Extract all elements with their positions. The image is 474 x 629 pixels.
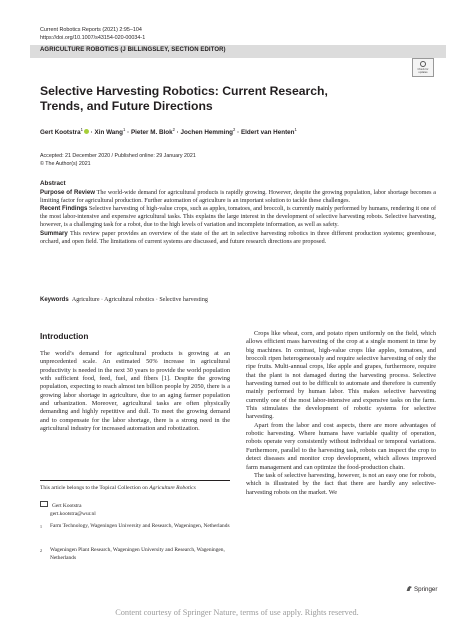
body-paragraph: Apart from the labor and cost aspects, there are more advantages of robotic harvesting. Where humans have variable quality of operation, robots operate very consistently without individual or temporal variations. Furthermore, parallel to the harvesting task, robots can inspect the crop to detect diseases and monitor crop development, which allows improved farm management and can optimize the food-production chain.: [246, 421, 436, 471]
affiliation: [40, 523, 230, 531]
findings-label: Recent Findings: [40, 205, 88, 213]
findings-text: Selective harvesting of high-value crops, such as apples, tomatoes, and broccoli, is currently mainly performed by humans, rendering it one of the most labor-intensive and expensive agricultural tasks. This explains the large interest in the development of selective harvesting robots. Selective harvesting, however, is a challenging task for a robot, due to the high levels of variation and incomplete information, as well as safety.: [40, 206, 436, 228]
badge-label-2: updates: [418, 71, 428, 74]
summary-label: Summary: [40, 229, 68, 237]
springer-horse-icon: [406, 586, 412, 591]
section-label: AGRICULTURE ROBOTICS (J BILLINGSLEY, SECTION EDITOR): [40, 47, 226, 53]
doi-link[interactable]: https://doi.org/10.1007/s43154-020-00034-1: [40, 35, 146, 41]
author-name[interactable]: Xin Wang: [94, 129, 123, 137]
copyright: © The Author(s) 2021: [40, 160, 91, 167]
accepted-published: Accepted: 21 December 2020 / Published online: 29 January 2021: [40, 153, 196, 159]
introduction-heading: Introduction: [40, 331, 89, 341]
author-affil: 2: [233, 127, 236, 132]
journal-citation: Current Robotics Reports (2021) 2:95–104: [40, 27, 142, 33]
right-column: [246, 330, 436, 497]
article-title: Selective Harvesting Robotics: Current Research, Trends, and Future Directions: [40, 84, 328, 113]
author-name[interactable]: Jochen Hemming: [180, 129, 234, 137]
affiliation-text: Wageningen Plant Research, Wageningen University and Research, Wageningen, Netherlands: [50, 547, 225, 561]
author-affil: 1: [294, 127, 297, 132]
body-paragraph: Crops like wheat, corn, and potato ripen uniformly on the field, which allows efficient mass harvesting of the crop at a single moment in time by big machines. In contrast, high-value crops like apples, tomatoes, and broccoli ripen heterogeneously and require selective harvesting of only the ripe fruits. Multi-annual crops, like apple and grapes, furthermore, require that the plant is not damaged during the harvesting process. Selective harvesting turned out to be difficult to automate and therefore is currently mainly performed by human labor. This makes selective harvesting currently one of the most labor-intensive and expensive tasks on the farm. This stimulates the development of robotic systems for selective harvesting.: [246, 330, 436, 421]
author-name[interactable]: Gert Kootstra: [40, 129, 81, 137]
topical-collection-note: [40, 485, 196, 491]
abstract: [40, 180, 436, 246]
topical-collection: Agriculture Robotics: [149, 485, 196, 491]
keywords: [40, 297, 208, 303]
affiliation-text: Farm Technology, Wageningen University and Research, Wageningen, Netherlands: [50, 523, 230, 529]
author-affil: 1: [123, 127, 126, 132]
author-affil: 1: [80, 127, 83, 132]
author-list: Gert Kootstra$^1$ · Xin Wang$^1$ · Pieter M. Blok$^2$ · Jochen Hemming$^2$ · Eldert van Henten$^1$: [40, 127, 297, 137]
badge-label-1: Check for: [417, 68, 429, 71]
summary-text: This review paper provides an overview of the state of the art in selective harvesting robotics in three different production systems; greenhouse, orchard, and open field. The limitations of current systems are discussed, and future research directions are proposed.: [40, 230, 436, 245]
publication-dates: [40, 153, 196, 168]
abstract-summary: [40, 230, 436, 247]
body-paragraph: The task of selective harvesting, however, is not an easy one for robots, which is illustrated by the fact that there are hardly any selective-harvesting robots on the market. We: [246, 471, 436, 496]
update-icon: [420, 61, 426, 67]
corresponding-author: [40, 501, 96, 518]
author-name[interactable]: Pieter M. Blok: [130, 129, 173, 137]
purpose-text: The world-wide demand for agricultural products is rapidly growing. However, despite the growing population, labor shortage becomes a limiting factor for agricultural production. Further automation of agriculture is an important solution to tackle these challenges.: [40, 189, 436, 204]
footnote-rule: [40, 480, 230, 481]
author-affil: 2: [172, 127, 175, 132]
orcid-icon[interactable]: [84, 129, 89, 134]
contact-email[interactable]: gert.kootstra@wur.nl: [50, 511, 96, 517]
affiliation: [40, 547, 230, 562]
abstract-findings: [40, 205, 436, 229]
left-column: [40, 350, 230, 433]
contact-name: Gert Kootstra: [52, 503, 82, 509]
purpose-label: Purpose of Review: [40, 188, 95, 196]
author-name[interactable]: Eldert van Henten: [240, 129, 295, 137]
abstract-heading: Abstract: [40, 180, 66, 187]
keywords-text: Agriculture · Agricultural robotics · Selective harvesting: [71, 297, 208, 303]
topical-prefix: This article belongs to the Topical Collection on: [40, 485, 148, 491]
affiliation-number: 1: [40, 524, 42, 529]
affiliation-number: 2: [40, 548, 42, 553]
intro-paragraph: The world’s demand for agricultural products is growing at an unprecedented scale. An estimated 50% increase in agricultural productivity is needed in the next 30 years to provide the world population with sufficient food, feed, fuel, and fibers [1]. Despite the growing population, expecting to reach almost ten billion people by 2050, there is a growing labor shortage in agriculture, due to an aging farmer population and urbanization. Moreover, agricultural tasks are often physically demanding and highly repetitive and dull. To meet the growing demand and to compensate for the labor shortage, there is a strong need in the agricultural industry for increased automation and robotization.: [40, 350, 230, 433]
publisher-name: Springer: [414, 586, 438, 593]
footer-notice: Content courtesy of Springer Nature, terms of use apply. Rights reserved.: [115, 608, 359, 617]
mail-icon: [40, 501, 48, 507]
abstract-purpose: [40, 189, 436, 206]
check-for-updates-badge[interactable]: [412, 58, 434, 77]
publisher-logo: [406, 586, 437, 593]
keywords-label: Keywords: [40, 297, 69, 303]
journal-header: [40, 26, 145, 42]
